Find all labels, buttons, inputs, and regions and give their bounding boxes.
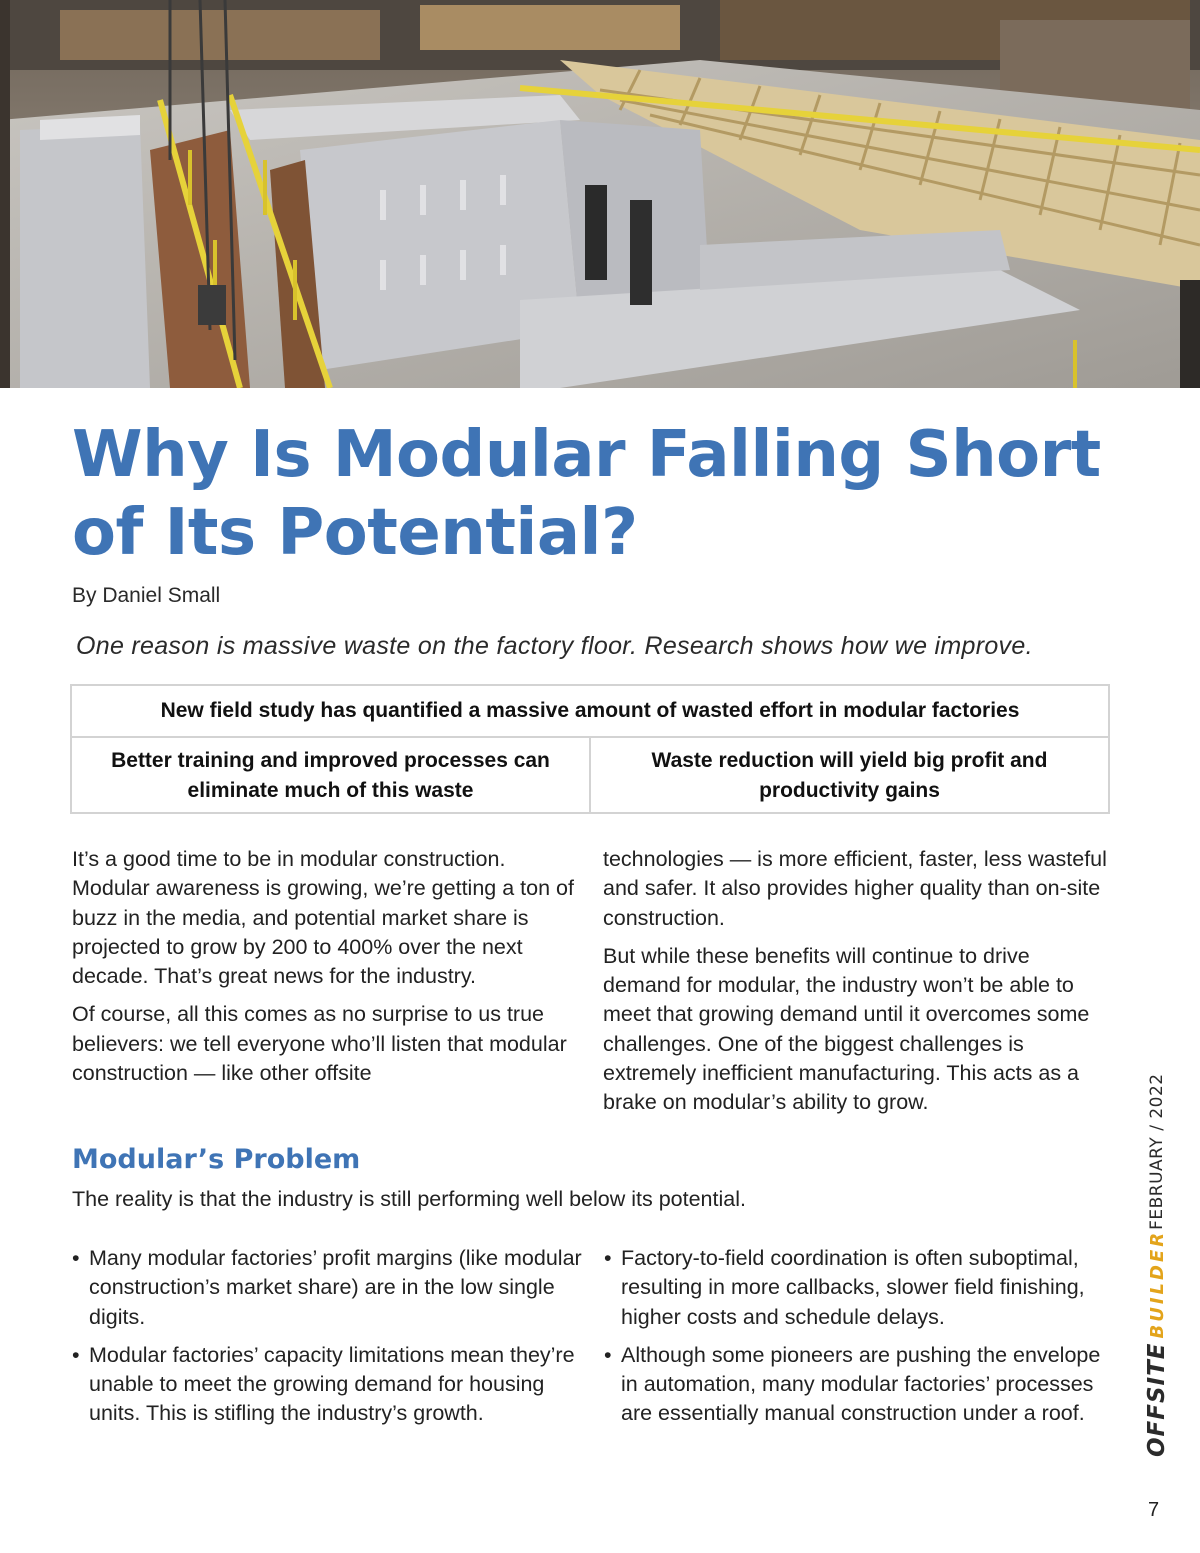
magazine-name-builder: BUILDER [1146,1229,1168,1339]
article-dek: One reason is massive waste on the factory floor. Research shows how we improve. [76,632,1033,660]
factory-floor-illustration [0,0,1200,388]
list-item [604,1244,1114,1332]
body-column-1 [72,845,582,1097]
body-column-2 [603,845,1113,1127]
bullet-list-1 [72,1244,582,1438]
summary-cell-right-text: Waste reduction will yield big profit and productivity gains [651,749,1048,802]
summary-header: New field study has quantified a massive amount of wasted effort in modular factories [72,686,1108,738]
bullet-icon: • [72,1246,80,1270]
byline: By Daniel Small [72,584,221,607]
list-item [72,1244,582,1332]
section-heading: Modular’s Problem [72,1144,361,1175]
paragraph: But while these benefits will continue to drive demand for modular, the industry won’t be able to meet that growing demand until it overcomes some challenges. One of the biggest challenges is extremely inefficient manufacturing. This acts as a brake on modular’s ability to grow. [603,943,1090,1115]
list-item-text: Factory-to-field coordination is often suboptimal, resulting in more callbacks, slower field finishing, higher costs and schedule delays. [621,1246,1085,1329]
section-lead: The reality is that the industry is still performing well below its potential. [72,1187,746,1211]
summary-cell-left-text: Better training and improved processes can eliminate much of this waste [111,749,550,802]
article-title: Why Is Modular Falling Short of Its Potential? [72,418,1101,570]
list-item-text: Modular factories’ capacity limitations mean they’re unable to meet the growing demand for housing units. This is stifling the industry’s growth. [89,1342,575,1426]
hero-photo [0,0,1200,388]
bullet-list-2 [604,1244,1114,1438]
summary-table [70,684,1110,814]
issue-date: FEBRUARY / 2022 [1147,1073,1167,1230]
list-item-text: Although some pioneers are pushing the envelope in automation, many modular factories’ processes are essentially manual construction under a roof. [621,1342,1101,1426]
list-item [604,1341,1114,1429]
summary-cell-left [72,738,589,814]
page-number: 7 [1148,1499,1160,1521]
magazine-side-rail [1140,1073,1174,1465]
summary-cell-right [589,738,1108,814]
bullet-icon: • [604,1246,612,1270]
paragraph: It’s a good time to be in modular construction. Modular awareness is growing, we’re getting a ton of buzz in the media, and potential market share is projected to grow by 200 to 400% over the next decade. That’s great news for the industry. [72,847,574,989]
paragraph: technologies — is more efficient, faster, less wasteful and safer. It also provides higher quality than on-site construction. [603,847,1107,930]
magazine-name-offsite: OFFSITE [1144,1342,1170,1457]
summary-row [72,738,1108,814]
list-item [72,1341,582,1429]
paragraph: Of course, all this comes as no surprise to us true believers: we tell everyone who’ll listen that modular construction — like other offsite [72,1002,567,1086]
bullet-icon: • [72,1342,80,1367]
list-item-text: Many modular factories’ profit margins (like modular construction’s market share) are in the low single digits. [89,1246,582,1329]
bullet-icon: • [604,1342,612,1367]
